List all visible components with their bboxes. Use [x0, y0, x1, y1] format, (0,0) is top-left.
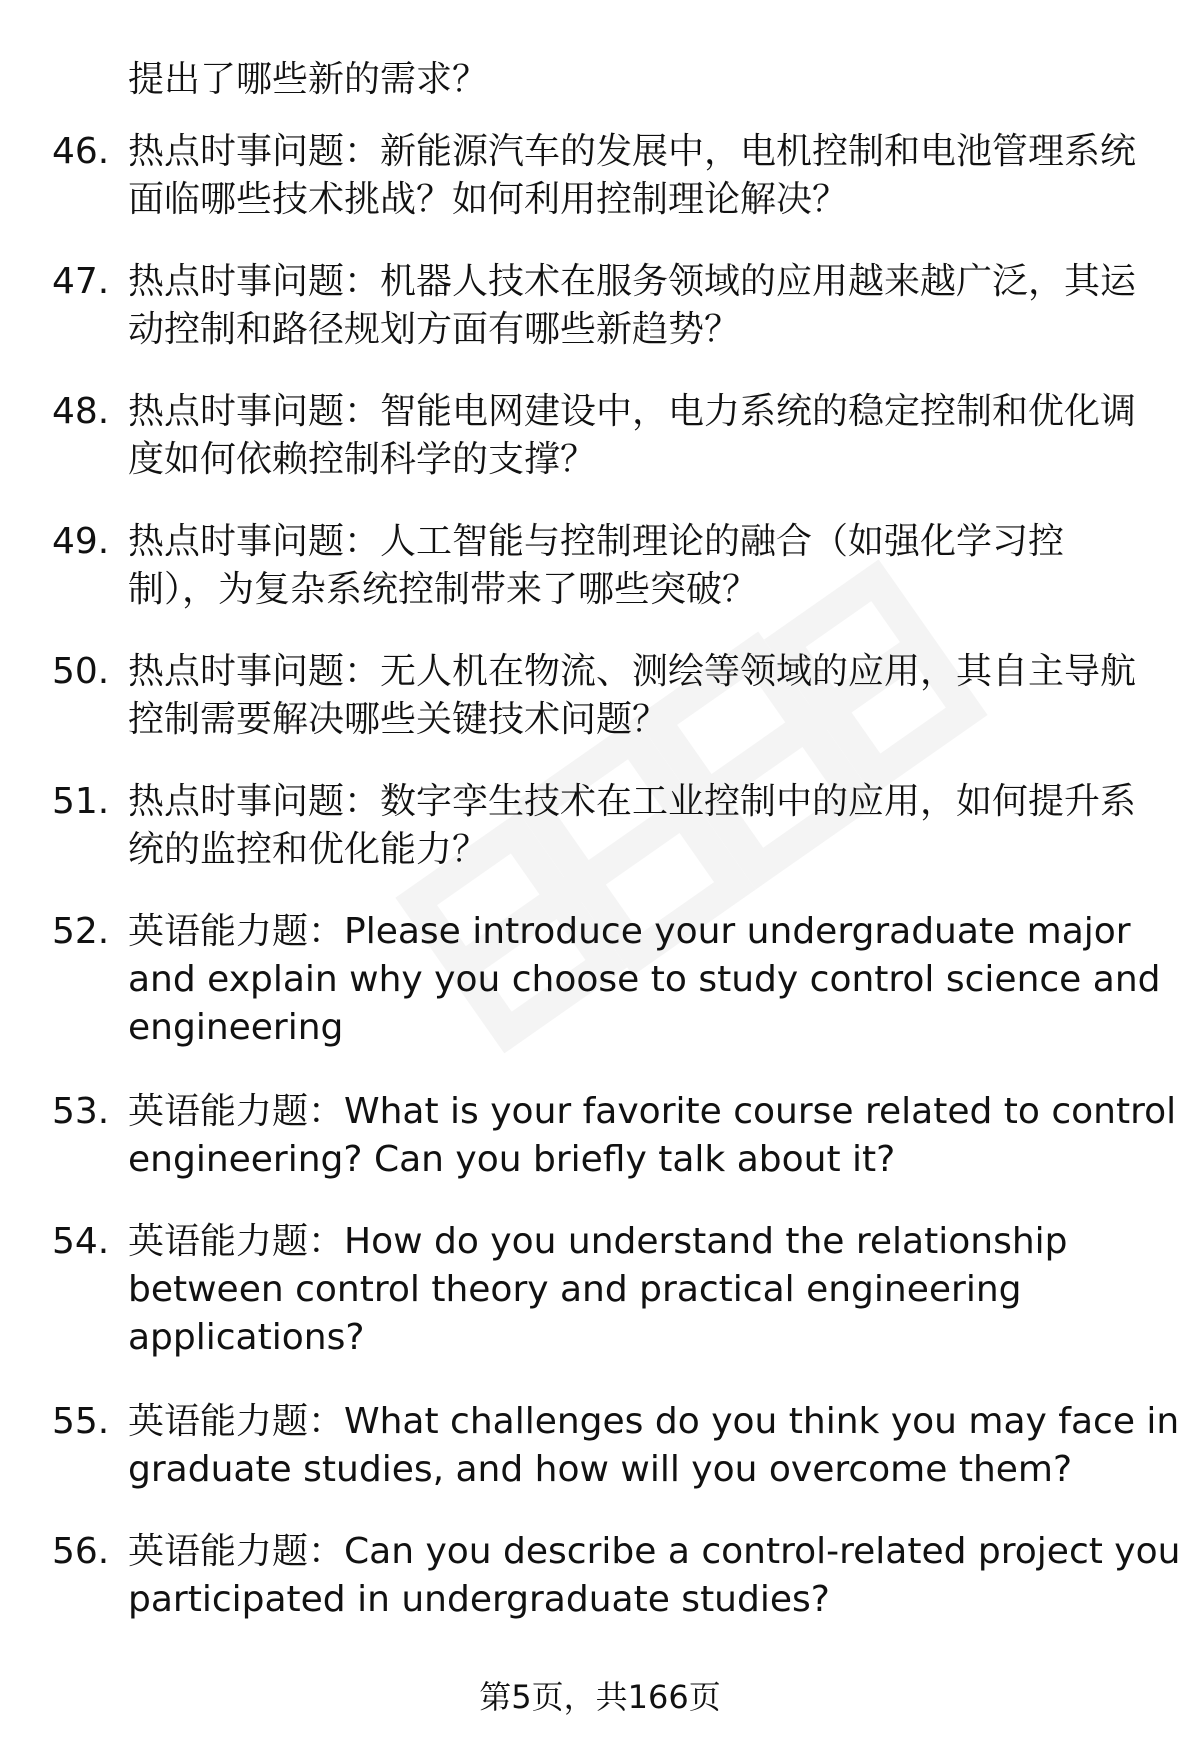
- question-text: 统的监控和优化能力？: [128, 829, 489, 870]
- question-number: 49.: [52, 521, 110, 562]
- question-number: 55.: [52, 1401, 110, 1442]
- question-text: 制），为复杂系统控制带来了哪些突破？: [128, 569, 759, 610]
- question-text: between control theory and practical engineering: [128, 1269, 1022, 1310]
- question-text: 英语能力题：Can you describe a control-related project you: [128, 1531, 1181, 1572]
- question-number: 47.: [52, 261, 110, 302]
- question-text: 热点时事问题：无人机在物流、测绘等领域的应用，其自主导航: [128, 651, 1137, 692]
- question-text: 英语能力题：What challenges do you think you may face in: [128, 1401, 1180, 1442]
- question-text: 英语能力题：How do you understand the relationship: [128, 1221, 1068, 1262]
- question-text: 面临哪些技术挑战？如何利用控制理论解决？: [128, 179, 849, 220]
- question-number: 54.: [52, 1221, 110, 1262]
- question-text: 热点时事问题：数字孪生技术在工业控制中的应用，如何提升系: [128, 781, 1137, 822]
- question-text: 热点时事问题：人工智能与控制理论的融合（如强化学习控: [128, 521, 1065, 562]
- question-text: graduate studies, and how will you overcome them?: [128, 1449, 1073, 1490]
- question-text: engineering? Can you briefly talk about it?: [128, 1139, 896, 1180]
- question-text: 控制需要解决哪些关键技术问题？: [128, 699, 669, 740]
- question-number: 46.: [52, 131, 110, 172]
- question-text: 英语能力题：What is your favorite course related to control: [128, 1091, 1177, 1132]
- question-text: 英语能力题：Please introduce your undergraduate major: [128, 911, 1131, 952]
- question-text: engineering: [128, 1007, 344, 1048]
- question-text: applications?: [128, 1317, 365, 1358]
- question-text: 动控制和路径规划方面有哪些新趋势？: [128, 309, 741, 350]
- question-number: 53.: [52, 1091, 110, 1132]
- page-number-footer: 第5页，共166页: [479, 1678, 721, 1716]
- question-text: 度如何依赖控制科学的支撑？: [128, 439, 597, 480]
- question-text: 热点时事问题：智能电网建设中，电力系统的稳定控制和优化调: [128, 391, 1137, 432]
- question-text: participated in undergraduate studies?: [128, 1579, 830, 1620]
- continuation-line: 提出了哪些新的需求？: [128, 59, 489, 100]
- question-number: 52.: [52, 911, 110, 952]
- question-text: 热点时事问题：新能源汽车的发展中，电机控制和电池管理系统: [128, 131, 1137, 172]
- question-text: and explain why you choose to study control science and: [128, 959, 1161, 1000]
- question-number: 51.: [52, 781, 110, 822]
- question-number: 56.: [52, 1531, 110, 1572]
- question-text: 热点时事问题：机器人技术在服务领域的应用越来越广泛，其运: [128, 261, 1137, 302]
- question-number: 50.: [52, 651, 110, 692]
- question-number: 48.: [52, 391, 110, 432]
